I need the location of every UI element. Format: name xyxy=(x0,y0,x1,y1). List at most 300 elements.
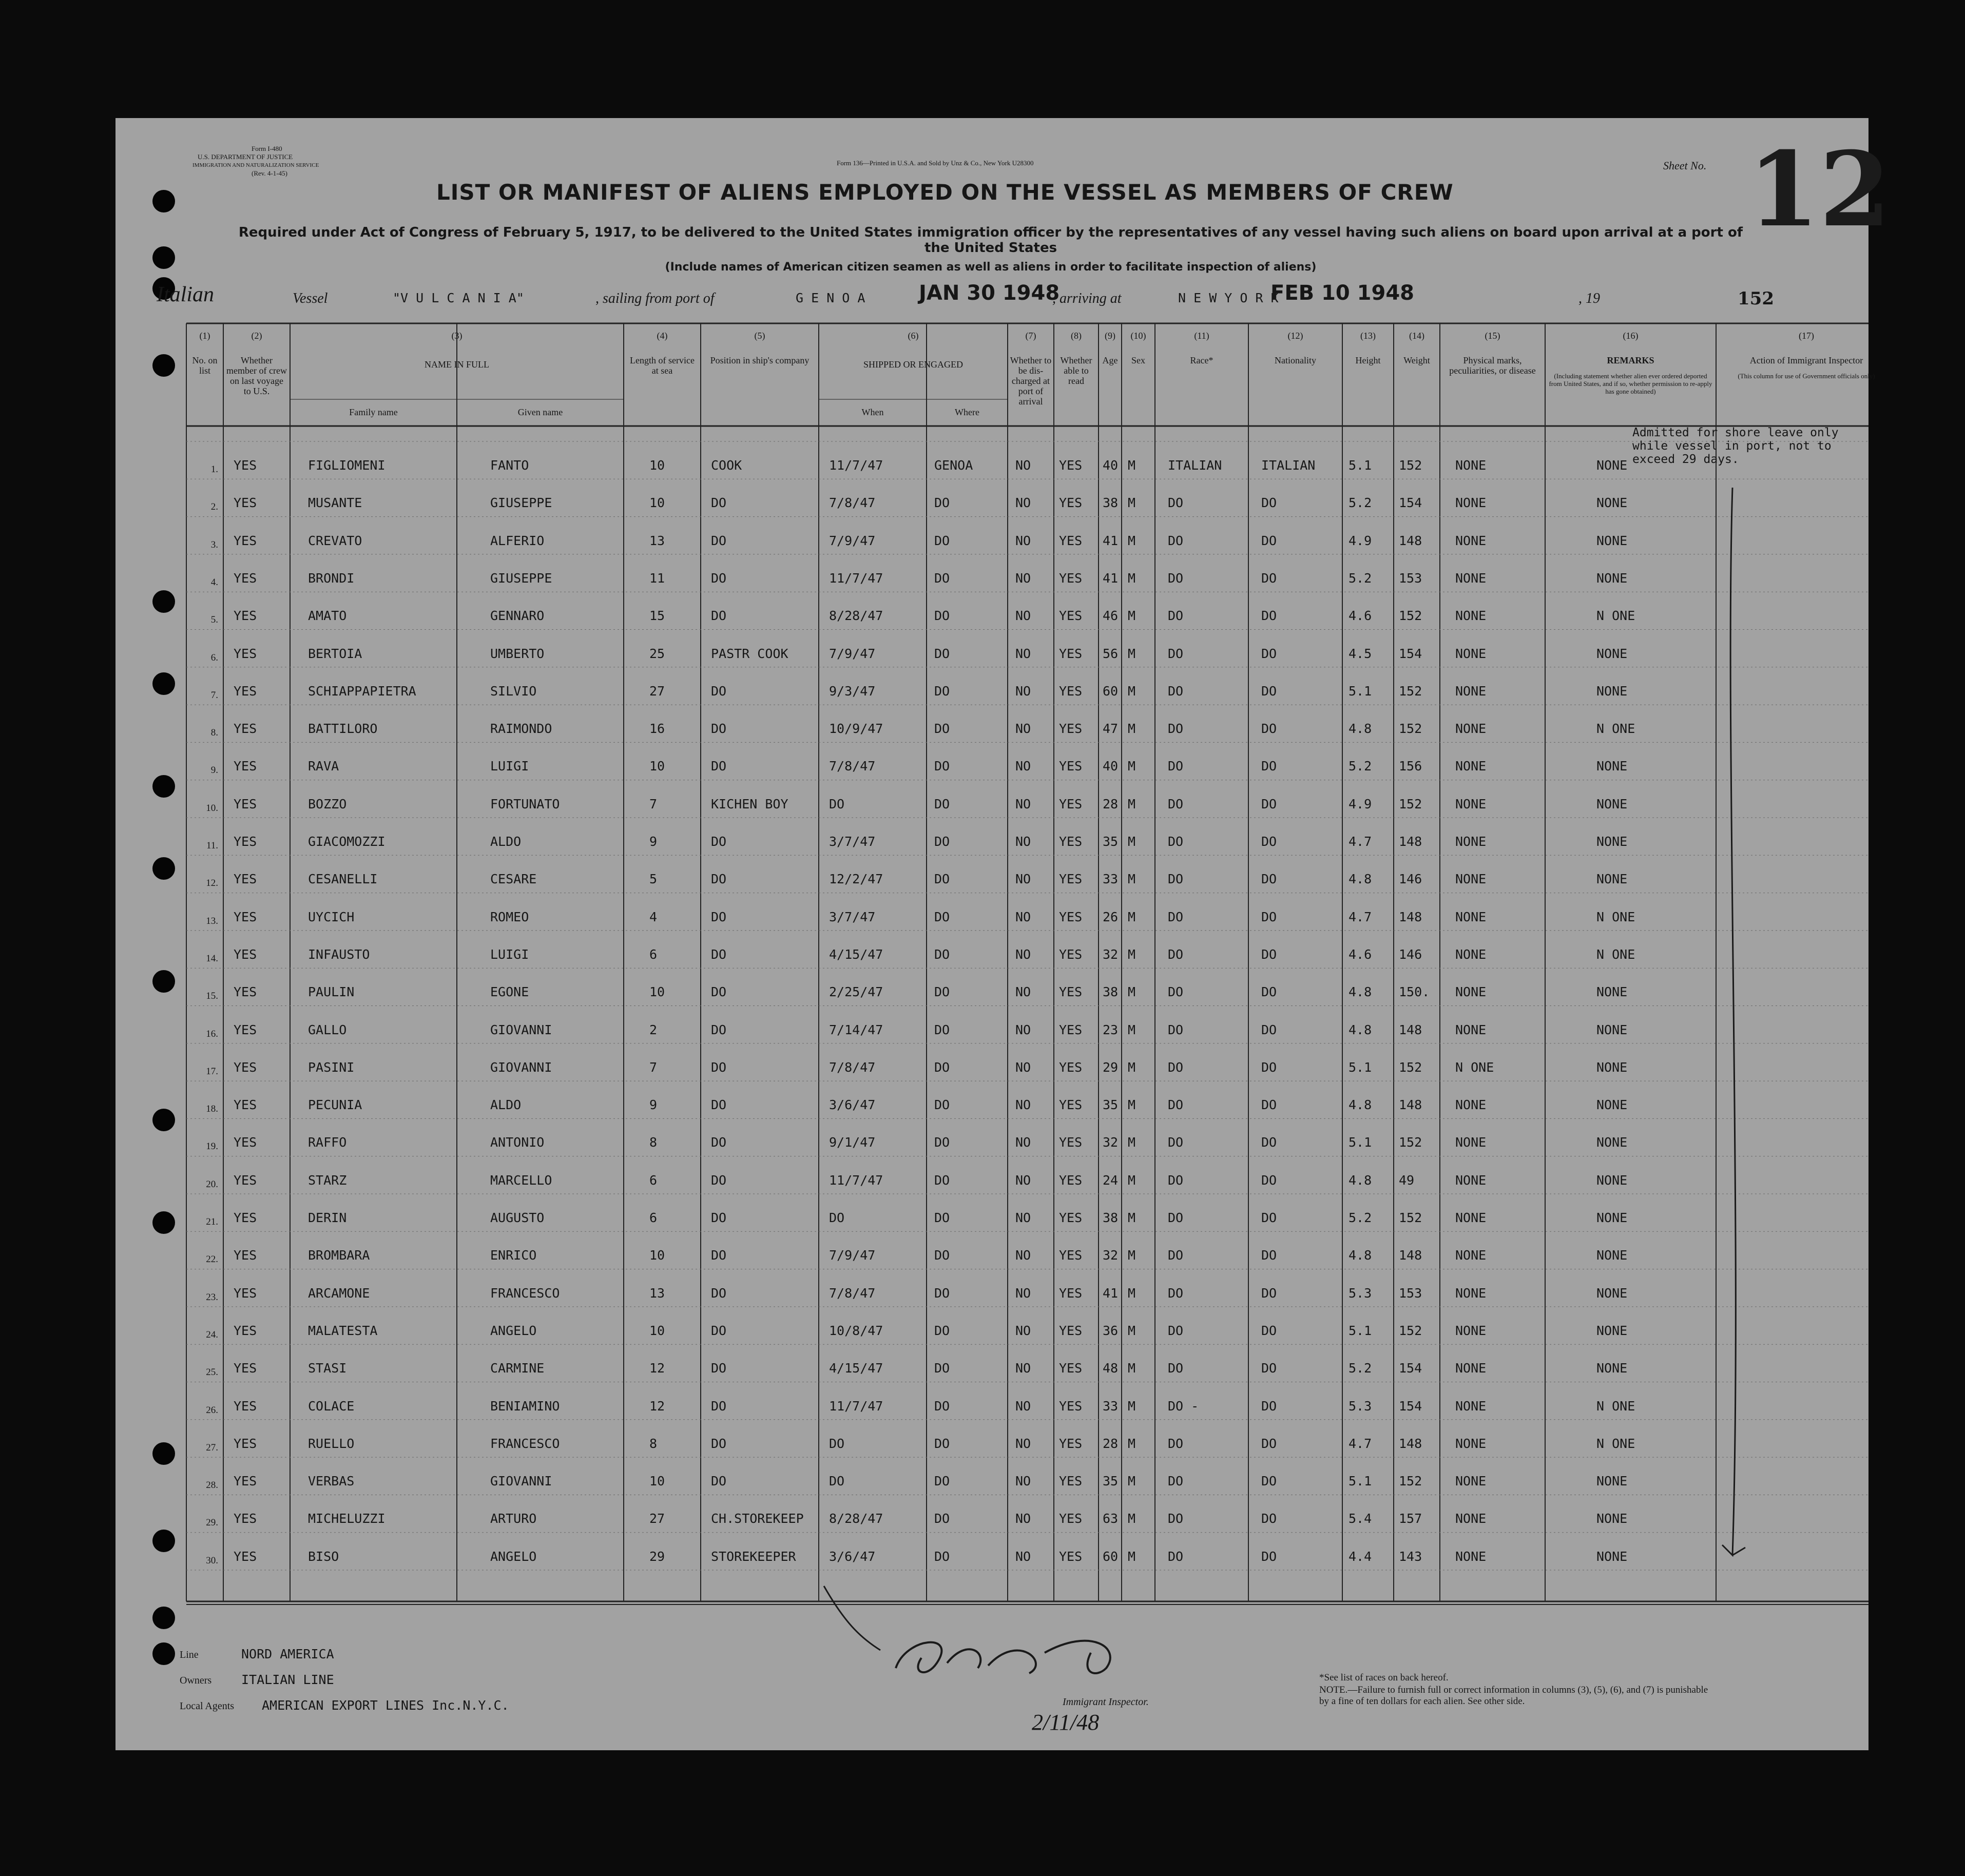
cell-when: 7/8/47 xyxy=(829,495,876,511)
column-number: (13) xyxy=(1360,331,1376,341)
cell-remarks: NONE xyxy=(1596,1210,1628,1225)
cell-weight: 154 xyxy=(1399,1398,1422,1414)
sail-date-stamp: JAN 30 1948 xyxy=(919,281,1060,305)
cell-disch: NO xyxy=(1015,1172,1031,1188)
column-number: (7) xyxy=(1025,331,1036,341)
cell-remarks: N ONE xyxy=(1596,1436,1635,1451)
cell-family: RAFFO xyxy=(308,1135,347,1150)
row-number: 24. xyxy=(206,1329,218,1340)
cell-crew: YES xyxy=(234,458,257,473)
column-header: Age xyxy=(1102,355,1118,365)
cell-age: 38 xyxy=(1103,1210,1119,1225)
cell-read: YES xyxy=(1059,570,1083,586)
column-header: Sex xyxy=(1131,355,1145,365)
cell-age: 56 xyxy=(1103,646,1119,661)
cell-family: BROMBARA xyxy=(308,1248,370,1263)
page-subtitle: Required under Act of Congress of February 5, 1917, to be delivered to the United States immigration officer by the representatives of any vessel having such aliens on board upon arrival at a port of the United States xyxy=(238,225,1743,256)
cell-age: 32 xyxy=(1103,1135,1119,1150)
cell-sex: M xyxy=(1128,1511,1136,1526)
cell-weight: 152 xyxy=(1399,458,1422,473)
cell-height: 4.8 xyxy=(1348,1022,1372,1037)
cell-where: DO xyxy=(934,1285,950,1301)
column-subheader: Given name xyxy=(517,407,563,417)
cell-service: 10 xyxy=(649,458,665,473)
cell-position: DO xyxy=(711,1285,727,1301)
cell-when: 7/8/47 xyxy=(829,759,876,774)
cell-age: 32 xyxy=(1103,946,1119,962)
vessel-label: Vessel xyxy=(293,291,328,306)
sailing-label: , sailing from port of xyxy=(595,291,715,306)
cell-weight: 152 xyxy=(1399,1059,1422,1075)
cell-race: DO xyxy=(1168,872,1184,887)
cell-family: CREVATO xyxy=(308,533,362,548)
cell-nat: DO xyxy=(1261,834,1277,849)
cell-where: DO xyxy=(934,1059,950,1075)
cell-sex: M xyxy=(1128,1135,1136,1150)
cell-sex: M xyxy=(1128,458,1136,473)
cell-family: BERTOIA xyxy=(308,646,362,661)
column-header: Length of service at sea xyxy=(630,355,695,376)
cell-marks: NONE xyxy=(1455,1285,1487,1301)
cell-position: COOK xyxy=(711,458,742,473)
cell-disch: NO xyxy=(1015,1285,1031,1301)
cell-service: 13 xyxy=(649,1285,665,1301)
cell-remarks: NONE xyxy=(1596,1361,1628,1376)
cell-height: 4.8 xyxy=(1348,721,1372,737)
cell-sex: M xyxy=(1128,1210,1136,1225)
column-subheader: Where xyxy=(955,407,979,417)
cell-marks: NONE xyxy=(1455,1361,1487,1376)
cell-weight: 148 xyxy=(1399,1022,1422,1037)
cell-given: ENRICO xyxy=(490,1248,537,1263)
row-number: 1. xyxy=(210,464,218,475)
cell-remarks: NONE xyxy=(1596,1285,1628,1301)
cell-when: DO xyxy=(829,1474,845,1489)
cell-race: DO xyxy=(1168,646,1184,661)
cell-nat: DO xyxy=(1261,1323,1277,1338)
cell-when: 7/9/47 xyxy=(829,533,876,548)
cell-marks: NONE xyxy=(1455,796,1487,811)
owners-label: Owners xyxy=(180,1675,212,1686)
cell-crew: YES xyxy=(234,721,257,737)
cell-disch: NO xyxy=(1015,683,1031,699)
cell-remarks: N ONE xyxy=(1596,1398,1635,1414)
column-header: Nationality xyxy=(1275,355,1316,365)
cell-nat: DO xyxy=(1261,1549,1277,1564)
row-number: 13. xyxy=(206,915,218,926)
cell-disch: NO xyxy=(1015,984,1031,1000)
cell-age: 35 xyxy=(1103,1097,1119,1113)
cell-service: 5 xyxy=(649,872,658,887)
cell-nat: DO xyxy=(1261,796,1277,811)
cell-race: ITALIAN xyxy=(1168,458,1222,473)
cell-read: YES xyxy=(1059,984,1083,1000)
cell-disch: NO xyxy=(1015,1436,1031,1451)
cell-crew: YES xyxy=(234,1172,257,1188)
cell-age: 40 xyxy=(1103,458,1119,473)
row-number: 8. xyxy=(210,727,218,739)
column-header: Whether able to read xyxy=(1060,355,1092,386)
cell-family: BATTILORO xyxy=(308,721,378,737)
cell-service: 9 xyxy=(649,1097,658,1113)
binder-hole xyxy=(152,857,175,880)
cell-read: YES xyxy=(1059,495,1083,511)
binder-hole xyxy=(152,775,175,798)
cell-when: 7/8/47 xyxy=(829,1059,876,1075)
cell-disch: NO xyxy=(1015,570,1031,586)
cell-race: DO xyxy=(1168,1323,1184,1338)
cell-crew: YES xyxy=(234,909,257,924)
cell-sex: M xyxy=(1128,1361,1136,1376)
cell-service: 4 xyxy=(649,909,658,924)
binder-hole xyxy=(152,1607,175,1629)
vessel-name: "V U L C A N I A" xyxy=(393,291,524,305)
cell-family: MUSANTE xyxy=(308,495,362,511)
cell-race: DO xyxy=(1168,1172,1184,1188)
cell-given: MARCELLO xyxy=(490,1172,552,1188)
cell-height: 4.6 xyxy=(1348,608,1372,624)
column-header: No. on list xyxy=(192,355,218,376)
cell-weight: 153 xyxy=(1399,570,1422,586)
cell-age: 35 xyxy=(1103,1474,1119,1489)
cell-when: DO xyxy=(829,796,845,811)
cell-disch: NO xyxy=(1015,721,1031,737)
cell-marks: NONE xyxy=(1455,1022,1487,1037)
cell-weight: 146 xyxy=(1399,946,1422,962)
cell-race: DO xyxy=(1168,1022,1184,1037)
cell-where: DO xyxy=(934,1549,950,1564)
cell-age: 41 xyxy=(1103,570,1119,586)
column-header: Weight xyxy=(1403,355,1430,365)
agents-label: Local Agents xyxy=(180,1700,235,1712)
cell-crew: YES xyxy=(234,1361,257,1376)
cell-service: 16 xyxy=(649,721,665,737)
row-number: 25. xyxy=(206,1367,218,1378)
cell-position: DO xyxy=(711,1361,727,1376)
cell-race: DO xyxy=(1168,1059,1184,1075)
cell-height: 4.8 xyxy=(1348,984,1372,1000)
column-number: (12) xyxy=(1287,331,1303,341)
cell-service: 8 xyxy=(649,1135,658,1150)
column-number: (3) xyxy=(451,331,463,341)
column-number: (1) xyxy=(199,331,210,341)
row-number: 11. xyxy=(206,840,218,851)
cell-nat: DO xyxy=(1261,646,1277,661)
cell-position: DO xyxy=(711,1172,727,1188)
cell-nat: DO xyxy=(1261,984,1277,1000)
cell-sex: M xyxy=(1128,984,1136,1000)
cell-marks: NONE xyxy=(1455,834,1487,849)
cell-remarks: NONE xyxy=(1596,834,1628,849)
cell-disch: NO xyxy=(1015,1398,1031,1414)
cell-nat: DO xyxy=(1261,683,1277,699)
cell-read: YES xyxy=(1059,533,1083,548)
cell-given: CESARE xyxy=(490,872,537,887)
cell-weight: 148 xyxy=(1399,834,1422,849)
cell-position: DO xyxy=(711,1097,727,1113)
cell-sex: M xyxy=(1128,796,1136,811)
cell-family: GIACOMOZZI xyxy=(308,834,386,849)
cell-position: STOREKEEPER xyxy=(711,1549,796,1564)
cell-when: 7/9/47 xyxy=(829,1248,876,1263)
cell-age: 28 xyxy=(1103,1436,1119,1451)
cell-position: DO xyxy=(711,721,727,737)
cell-family: PAULIN xyxy=(308,984,355,1000)
cell-height: 4.8 xyxy=(1348,1248,1372,1263)
cell-age: 41 xyxy=(1103,533,1119,548)
cell-crew: YES xyxy=(234,683,257,699)
cell-disch: NO xyxy=(1015,1361,1031,1376)
cell-when: 9/1/47 xyxy=(829,1135,876,1150)
cell-given: BENIAMINO xyxy=(490,1398,560,1414)
cell-crew: YES xyxy=(234,608,257,624)
cell-when: 3/7/47 xyxy=(829,834,876,849)
cell-weight: 156 xyxy=(1399,759,1422,774)
cell-race: DO xyxy=(1168,1135,1184,1150)
cell-when: 7/8/47 xyxy=(829,1285,876,1301)
cell-sex: M xyxy=(1128,1474,1136,1489)
cell-sex: M xyxy=(1128,1436,1136,1451)
cell-position: DO xyxy=(711,608,727,624)
cell-weight: 49 xyxy=(1399,1172,1415,1188)
row-number: 26. xyxy=(206,1404,218,1416)
cell-where: DO xyxy=(934,1323,950,1338)
cell-family: DERIN xyxy=(308,1210,347,1225)
cell-nat: DO xyxy=(1261,759,1277,774)
cell-race: DO xyxy=(1168,1436,1184,1451)
column-number: (4) xyxy=(657,331,668,341)
column-note: (Including statement whether alien ever ordered deported from United States, and if so, whether permission to re-apply has gone obtained) xyxy=(1549,372,1712,395)
cell-remarks: N ONE xyxy=(1596,721,1635,737)
cell-nat: DO xyxy=(1261,570,1277,586)
cell-crew: YES xyxy=(234,1549,257,1564)
column-subheader: Family name xyxy=(349,407,398,417)
cell-age: 26 xyxy=(1103,909,1119,924)
cell-disch: NO xyxy=(1015,946,1031,962)
cell-given: ROMEO xyxy=(490,909,529,924)
cell-remarks: NONE xyxy=(1596,759,1628,774)
cell-read: YES xyxy=(1059,872,1083,887)
cell-when: DO xyxy=(829,1210,845,1225)
row-number: 29. xyxy=(206,1517,218,1529)
cell-position: DO xyxy=(711,984,727,1000)
cell-marks: NONE xyxy=(1455,984,1487,1000)
cell-sex: M xyxy=(1128,1059,1136,1075)
cell-service: 29 xyxy=(649,1549,665,1564)
cell-weight: 154 xyxy=(1399,1361,1422,1376)
cell-nat: DO xyxy=(1261,1210,1277,1225)
cell-marks: NONE xyxy=(1455,1323,1487,1338)
cell-race: DO xyxy=(1168,608,1184,624)
cell-nat: DO xyxy=(1261,1248,1277,1263)
cell-family: BOZZO xyxy=(308,796,347,811)
line-value: NORD AMERICA xyxy=(241,1647,334,1661)
cell-weight: 143 xyxy=(1399,1549,1422,1564)
cell-given: ARTURO xyxy=(490,1511,537,1526)
cell-where: DO xyxy=(934,909,950,924)
cell-remarks: NONE xyxy=(1596,1135,1628,1150)
cell-height: 5.1 xyxy=(1348,1323,1372,1338)
cell-service: 10 xyxy=(649,1248,665,1263)
cell-nat: DO xyxy=(1261,1511,1277,1526)
cell-where: DO xyxy=(934,570,950,586)
binder-hole xyxy=(152,190,175,212)
cell-marks: NONE xyxy=(1455,1172,1487,1188)
cell-nat: DO xyxy=(1261,1172,1277,1188)
cell-weight: 148 xyxy=(1399,1436,1422,1451)
cell-age: 63 xyxy=(1103,1511,1119,1526)
cell-height: 4.7 xyxy=(1348,1436,1372,1451)
cell-sex: M xyxy=(1128,683,1136,699)
signature-caption: Immigrant Inspector. xyxy=(1063,1696,1149,1708)
cell-height: 4.7 xyxy=(1348,909,1372,924)
row-number: 23. xyxy=(206,1291,218,1303)
cell-marks: NONE xyxy=(1455,1135,1487,1150)
cell-marks: NONE xyxy=(1455,495,1487,511)
cell-disch: NO xyxy=(1015,608,1031,624)
cell-given: AUGUSTO xyxy=(490,1210,545,1225)
cell-marks: NONE xyxy=(1455,458,1487,473)
cell-read: YES xyxy=(1059,1511,1083,1526)
cell-disch: NO xyxy=(1015,646,1031,661)
cell-disch: NO xyxy=(1015,1323,1031,1338)
cell-disch: NO xyxy=(1015,1022,1031,1037)
cell-position: DO xyxy=(711,1022,727,1037)
cell-nat: DO xyxy=(1261,533,1277,548)
cell-read: YES xyxy=(1059,1022,1083,1037)
cell-service: 6 xyxy=(649,946,658,962)
row-number: 17. xyxy=(206,1066,218,1077)
cell-read: YES xyxy=(1059,796,1083,811)
cell-service: 7 xyxy=(649,796,658,811)
page-subnote: (Include names of American citizen seamen as well as aliens in order to facilitate inspection of aliens) xyxy=(665,261,1317,274)
cell-where: DO xyxy=(934,834,950,849)
row-number: 9. xyxy=(210,765,218,776)
cell-given: GIOVANNI xyxy=(490,1474,552,1489)
column-number: (9) xyxy=(1105,331,1115,341)
cell-sex: M xyxy=(1128,1323,1136,1338)
column-number: (11) xyxy=(1194,331,1209,341)
cell-when: 9/3/47 xyxy=(829,683,876,699)
cell-weight: 154 xyxy=(1399,495,1422,511)
cell-weight: 148 xyxy=(1399,1248,1422,1263)
cell-remarks: NONE xyxy=(1596,1172,1628,1188)
cell-weight: 152 xyxy=(1399,721,1422,737)
cell-sex: M xyxy=(1128,872,1136,887)
cell-given: ANGELO xyxy=(490,1323,537,1338)
cell-height: 5.2 xyxy=(1348,570,1372,586)
cell-when: 2/25/47 xyxy=(829,984,883,1000)
cell-weight: 146 xyxy=(1399,872,1422,887)
page-title: LIST OR MANIFEST OF ALIENS EMPLOYED ON THE VESSEL AS MEMBERS OF CREW xyxy=(436,180,1454,205)
cell-remarks: NONE xyxy=(1596,1474,1628,1489)
cell-sex: M xyxy=(1128,1248,1136,1263)
cell-where: DO xyxy=(934,1172,950,1188)
binder-hole xyxy=(152,1530,175,1552)
owners-value: ITALIAN LINE xyxy=(241,1672,334,1687)
cell-remarks: NONE xyxy=(1596,1511,1628,1526)
port-from: G E N O A xyxy=(796,291,865,305)
cell-remarks: NONE xyxy=(1596,1097,1628,1113)
cell-disch: NO xyxy=(1015,1474,1031,1489)
cell-marks: NONE xyxy=(1455,759,1487,774)
cell-weight: 152 xyxy=(1399,1323,1422,1338)
cell-where: DO xyxy=(934,683,950,699)
column-note: (This column for use of Government officials only) xyxy=(1738,372,1875,380)
cell-given: FORTUNATO xyxy=(490,796,560,811)
cell-marks: NONE xyxy=(1455,1511,1487,1526)
cell-crew: YES xyxy=(234,834,257,849)
cell-disch: NO xyxy=(1015,495,1031,511)
cell-height: 5.1 xyxy=(1348,458,1372,473)
cell-service: 27 xyxy=(649,1511,665,1526)
cell-sex: M xyxy=(1128,1285,1136,1301)
cell-where: DO xyxy=(934,1097,950,1113)
cell-position: DO xyxy=(711,1474,727,1489)
cell-nat: DO xyxy=(1261,608,1277,624)
cell-sex: M xyxy=(1128,495,1136,511)
cell-position: DO xyxy=(711,759,727,774)
row-number: 30. xyxy=(206,1555,218,1566)
cell-sex: M xyxy=(1128,1097,1136,1113)
cell-height: 5.2 xyxy=(1348,759,1372,774)
row-number: 3. xyxy=(210,539,218,550)
cell-age: 36 xyxy=(1103,1323,1119,1338)
cell-position: DO xyxy=(711,872,727,887)
cell-service: 13 xyxy=(649,533,665,548)
cell-age: 35 xyxy=(1103,834,1119,849)
cell-sex: M xyxy=(1128,533,1136,548)
cell-nat: DO xyxy=(1261,909,1277,924)
cell-remarks: N ONE xyxy=(1596,946,1635,962)
cell-crew: YES xyxy=(234,1398,257,1414)
cell-age: 40 xyxy=(1103,759,1119,774)
cell-family: BISO xyxy=(308,1549,339,1564)
cell-read: YES xyxy=(1059,1210,1083,1225)
cell-nat: ITALIAN xyxy=(1261,458,1316,473)
cell-disch: NO xyxy=(1015,1549,1031,1564)
row-number: 21. xyxy=(206,1216,218,1227)
cell-where: DO xyxy=(934,1248,950,1263)
cell-remarks: NONE xyxy=(1596,646,1628,661)
cell-crew: YES xyxy=(234,1059,257,1075)
cell-race: DO xyxy=(1168,1361,1184,1376)
cell-family: COLACE xyxy=(308,1398,355,1414)
cell-height: 4.8 xyxy=(1348,1097,1372,1113)
cell-disch: NO xyxy=(1015,1511,1031,1526)
binder-hole xyxy=(152,246,175,269)
cell-given: FRANCESCO xyxy=(490,1285,560,1301)
cell-nat: DO xyxy=(1261,1059,1277,1075)
row-number: 7. xyxy=(210,689,218,701)
column-number: (15) xyxy=(1485,331,1500,341)
cell-given: FRANCESCO xyxy=(490,1436,560,1451)
cell-family: STASI xyxy=(308,1361,347,1376)
cell-nat: DO xyxy=(1261,1361,1277,1376)
cell-crew: YES xyxy=(234,646,257,661)
cell-age: 33 xyxy=(1103,1398,1119,1414)
cell-given: GENNARO xyxy=(490,608,545,624)
cell-weight: 148 xyxy=(1399,909,1422,924)
cell-position: DO xyxy=(711,683,727,699)
cell-position: DO xyxy=(711,533,727,548)
cell-height: 4.9 xyxy=(1348,796,1372,811)
cell-race: DO xyxy=(1168,834,1184,849)
cell-where: DO xyxy=(934,608,950,624)
cell-position: DO xyxy=(711,909,727,924)
cell-service: 11 xyxy=(649,570,665,586)
service-label: IMMIGRATION AND NATURALIZATION SERVICE xyxy=(192,162,319,168)
